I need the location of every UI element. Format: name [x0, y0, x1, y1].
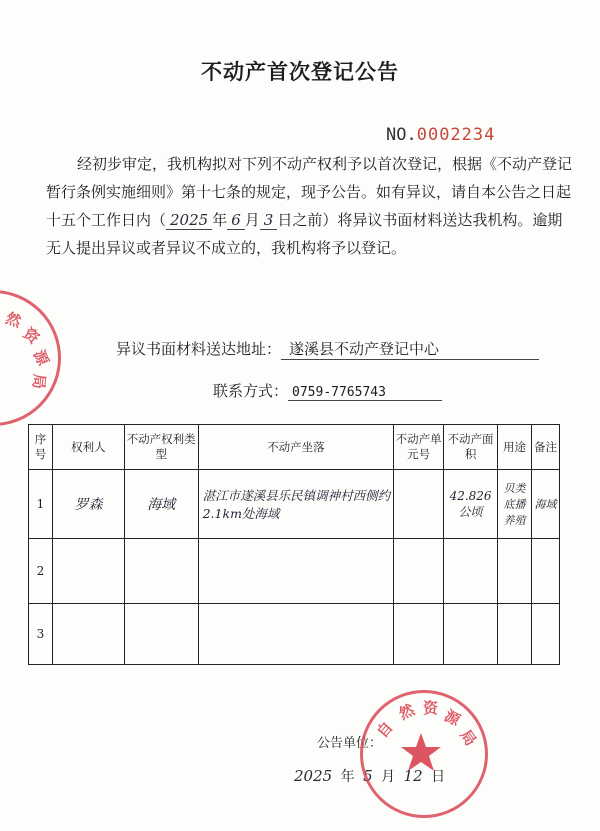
objection-address-value: 遂溪县不动产登记中心: [281, 338, 539, 360]
cell-holder: 罗森: [52, 470, 124, 539]
cell-remark: [531, 539, 559, 604]
notice-paragraph: [46, 150, 572, 262]
seal-char: 然: [396, 700, 418, 724]
header-remark: 备注: [531, 425, 559, 470]
cell-unit-no: [394, 539, 444, 604]
contact-value: 0759-7765743: [288, 385, 442, 401]
cell-right-type: [124, 604, 198, 665]
contact-label: 联系方式：: [213, 382, 289, 400]
table-row: [29, 604, 560, 665]
cell-location: 湛江市遂溪县乐民镇调神村西侧约2.1km处海域: [198, 470, 394, 539]
cell-unit-no: [394, 604, 444, 665]
cell-no: 2: [29, 539, 53, 604]
issue-day-char: 日: [431, 769, 446, 785]
deadline-month: 6: [227, 211, 245, 230]
notice-text-before: 经初步审定，我机构拟对下列不动产权利予以首次登记，根据《不动产登记暂行条例实施细则》第十七条的规定，现予公告。如有异议，请自本公告之日起十五个工作日内（: [46, 155, 573, 229]
seal-char: 源: [441, 706, 464, 730]
issue-month-char: 月: [381, 769, 396, 785]
cell-usage: [498, 539, 532, 604]
header-seq: 序号: [29, 425, 53, 470]
cell-no: 3: [29, 604, 53, 665]
notice-body: [46, 150, 572, 262]
seal-char: 自: [373, 718, 397, 742]
deadline-year-char: 年: [212, 211, 228, 229]
serial-prefix: NO.: [386, 125, 417, 145]
cell-area: [444, 604, 498, 665]
notice-text-after: 日之前）将异议书面材料送达我机构。逾期无人提出异议或者异议不成立的，我机构将予以登记。: [46, 211, 563, 257]
table-row: [29, 470, 560, 539]
contact-row: [213, 380, 442, 401]
cell-location: [198, 539, 394, 604]
seal-char: 源: [29, 347, 53, 369]
seal-star-icon: [399, 731, 443, 775]
objection-address-label: 异议书面材料送达地址：: [116, 340, 282, 358]
seal-char: 资: [423, 699, 439, 717]
official-seal-right: [360, 690, 488, 818]
issue-year: 2025: [294, 767, 333, 785]
seal-char: 资: [19, 324, 43, 348]
cell-remark: 海域: [531, 470, 559, 539]
header-unit-no: 不动产单元号: [394, 425, 444, 470]
header-area: 不动产面 积: [444, 425, 498, 470]
cell-holder: [52, 604, 124, 665]
issuing-unit-label: 公告单位：: [317, 736, 383, 751]
deadline-month-char: 月: [244, 211, 260, 229]
header-location: 不动产坐落: [198, 425, 394, 470]
issue-year-char: 年: [340, 769, 355, 785]
table-row: [29, 539, 560, 604]
cell-no: 1: [29, 470, 53, 539]
seal-char: 局: [456, 726, 480, 750]
issue-day: 12: [403, 767, 423, 785]
deadline-year: 2025: [166, 211, 212, 230]
serial-number: [386, 125, 495, 145]
header-usage: 用途: [498, 425, 532, 470]
cell-area: [444, 539, 498, 604]
official-seal-left: [0, 290, 61, 426]
cell-usage: [498, 604, 532, 665]
cell-right-type: [124, 539, 198, 604]
serial-value: 0002234: [416, 125, 496, 145]
cell-remark: [531, 604, 559, 665]
deadline-day: 3: [260, 211, 278, 230]
table-header-row: [29, 425, 560, 470]
cell-location: [198, 604, 394, 665]
cell-usage: 贝类底播养殖: [498, 470, 532, 539]
seal-char: 局: [29, 373, 49, 390]
header-right-type: 不动产权利类型: [124, 425, 198, 470]
objection-address-row: [116, 338, 539, 360]
registration-table: [28, 424, 560, 665]
cell-right-type: 海域: [124, 470, 198, 539]
cell-unit-no: [394, 470, 444, 539]
document-title: 不动产首次登记公告: [201, 60, 399, 84]
seal-char: 然: [3, 308, 24, 331]
header-holder: 权利人: [52, 425, 124, 470]
cell-area: 42.826公顷: [444, 470, 498, 539]
cell-holder: [52, 539, 124, 604]
issue-month: 5: [363, 767, 373, 785]
